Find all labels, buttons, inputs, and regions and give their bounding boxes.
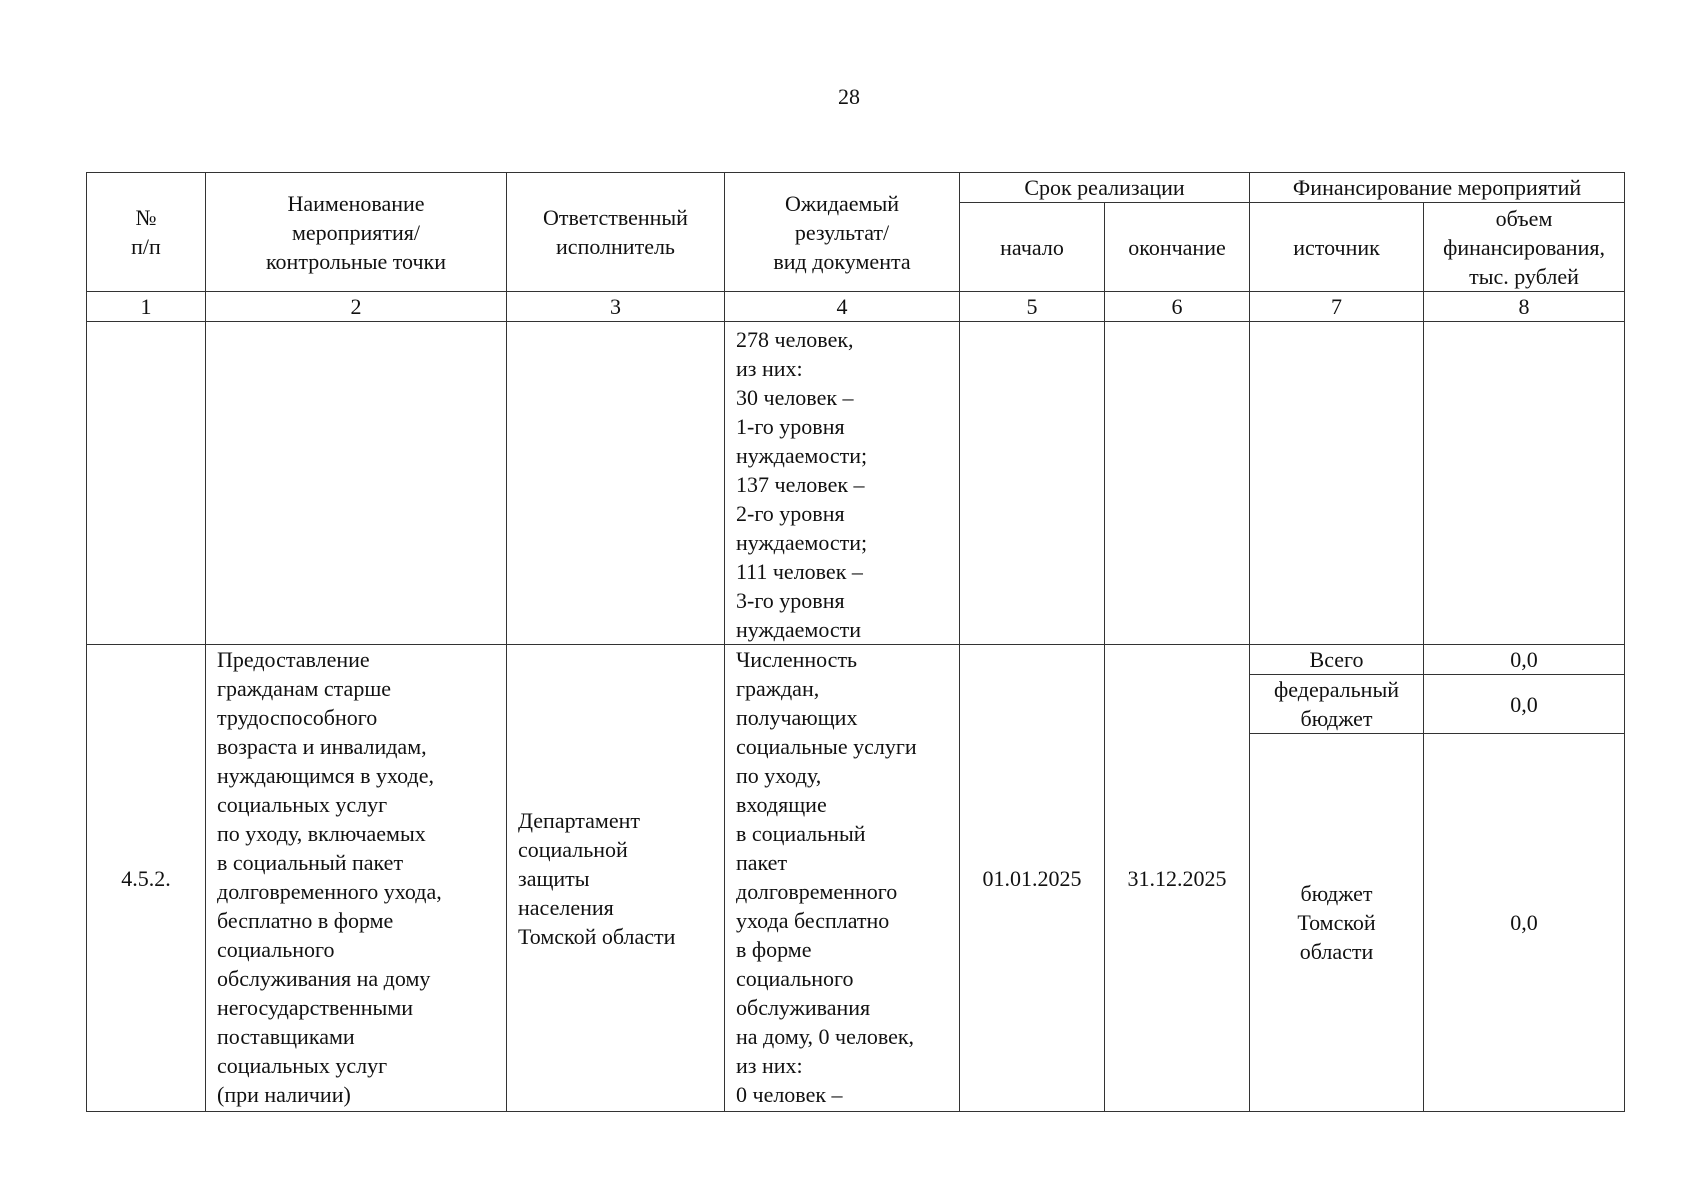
expected-result: Численность граждан, получающих социальные услуги по уходу, входящие в социальный пакет долговременного ухода бесплатно в форме социального обслуживания на дому, 0 человек, из них: 0 человек –	[725, 645, 960, 1112]
header-result: Ожидаемый результат/ вид документа	[725, 173, 960, 292]
column-number-row	[87, 292, 1625, 322]
header-start: начало	[960, 203, 1105, 292]
empty-cell	[87, 322, 206, 645]
financing-source-federal: федеральный бюджет	[1250, 675, 1424, 734]
continuation-result: 278 человек, из них: 30 человек – 1-го уровня нуждаемости; 137 человек – 2-го уровня нуждаемости; 111 человек – 3-го уровня нуждаемости	[725, 322, 960, 645]
page-number: 28	[838, 84, 860, 109]
table-row-4-5-2	[87, 645, 1625, 675]
header-volume: объем финансирования, тыс. рублей	[1424, 203, 1625, 292]
financing-source-regional: бюджет Томской области	[1250, 734, 1424, 1112]
empty-cell	[1105, 322, 1250, 645]
header-name: Наименование мероприятия/ контрольные точки	[206, 173, 507, 292]
header-financing: Финансирование мероприятий	[1250, 173, 1625, 203]
activity-name: Предоставление гражданам старше трудоспособного возраста и инвалидам, нуждающимся в уходе, социальных услуг по уходу, включаемых в социальный пакет долговременного ухода, бесплатно в форме социального обслуживания на дому негосударственными поставщиками социальных услуг (при наличии)	[206, 645, 507, 1112]
activities-table	[86, 172, 1625, 1112]
financing-amount-regional: 0,0	[1424, 734, 1625, 1112]
column-number: 5	[960, 292, 1105, 322]
start-date: 01.01.2025	[960, 645, 1105, 1112]
financing-amount-total: 0,0	[1424, 645, 1625, 675]
financing-source-total: Всего	[1250, 645, 1424, 675]
header-end: окончание	[1105, 203, 1250, 292]
column-number: 7	[1250, 292, 1424, 322]
column-number: 8	[1424, 292, 1625, 322]
header-executor: Ответственный исполнитель	[507, 173, 725, 292]
column-number: 6	[1105, 292, 1250, 322]
continuation-row	[87, 322, 1625, 645]
header-period: Срок реализации	[960, 173, 1250, 203]
responsible-executor: Департамент социальной защиты населения Томской области	[507, 645, 725, 1112]
column-number: 4	[725, 292, 960, 322]
empty-cell	[1250, 322, 1424, 645]
empty-cell	[206, 322, 507, 645]
column-number: 1	[87, 292, 206, 322]
header-no: № п/п	[87, 173, 206, 292]
end-date: 31.12.2025	[1105, 645, 1250, 1112]
header-row-1	[87, 173, 1625, 203]
financing-amount-federal: 0,0	[1424, 675, 1625, 734]
empty-cell	[507, 322, 725, 645]
header-source: источник	[1250, 203, 1424, 292]
empty-cell	[960, 322, 1105, 645]
row-number: 4.5.2.	[87, 645, 206, 1112]
column-number: 3	[507, 292, 725, 322]
empty-cell	[1424, 322, 1625, 645]
column-number: 2	[206, 292, 507, 322]
